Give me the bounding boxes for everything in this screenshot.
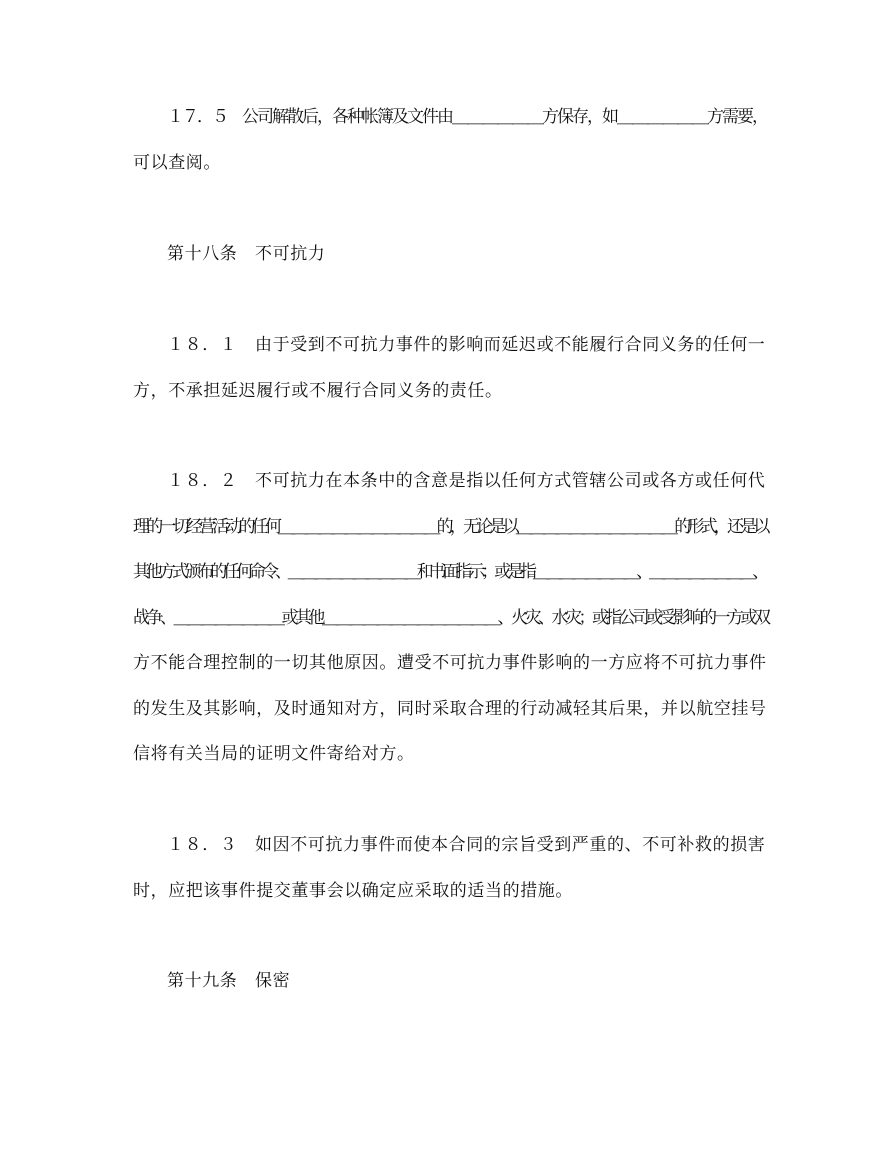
article-19-title: 第十九条 保密	[167, 971, 291, 991]
clause-18-2-line-3: 其他方式颁布的任何命令、＿＿＿＿＿＿＿＿＿＿和书面指示；或是指＿＿＿＿＿＿＿＿、＿＿＿＿＿＿＿＿、	[133, 562, 766, 582]
clause-17-5-line-2: 可以查阅。	[133, 153, 221, 173]
clause-18-2-line-1: １８．２ 不可抗力在本条中的含意是指以任何方式管辖公司或各方或任何代	[167, 471, 766, 491]
clause-18-2-line-4: 战争、＿＿＿＿＿＿＿＿或其他＿＿＿＿＿＿＿＿＿＿＿＿＿、火灾、水灾；或指公司或受影响的一方或双	[133, 608, 768, 628]
clause-17-5-line-1: １７．５ 公司解散后，各种帐簿及文件由＿＿＿＿＿＿方保存，如＿＿＿＿＿＿方需要，	[167, 107, 767, 127]
clause-18-2-line-7: 信将有关当局的证明文件寄给对方。	[133, 744, 415, 764]
clause-18-1-line-2: 方，不承担延迟履行或不履行合同义务的责任。	[133, 381, 503, 401]
clause-18-2-line-5: 方不能合理控制的一切其他原因。遭受不可抗力事件影响的一方应将不可抗力事件	[133, 653, 767, 673]
clause-18-1-line-1: １８．１ 由于受到不可抗力事件的影响而延迟或不能履行合同义务的任何一	[167, 335, 766, 355]
clause-18-2-line-6: 的发生及其影响，及时通知对方，同时采取合理的行动减轻其后果，并以航空挂号	[133, 699, 767, 719]
clause-18-3-line-1: １８．３ 如因不可抗力事件而使本合同的宗旨受到严重的、不可补救的损害	[167, 835, 766, 855]
article-18-title: 第十八条 不可抗力	[167, 244, 326, 264]
clause-18-3-line-2: 时，应把该事件提交董事会以确定应采取的适当的措施。	[133, 881, 573, 901]
clause-18-2-line-2: 理的一切经营活动的任何＿＿＿＿＿＿＿＿＿＿＿＿的，无论是以＿＿＿＿＿＿＿＿＿＿＿＿的形式，还是以	[133, 517, 767, 537]
